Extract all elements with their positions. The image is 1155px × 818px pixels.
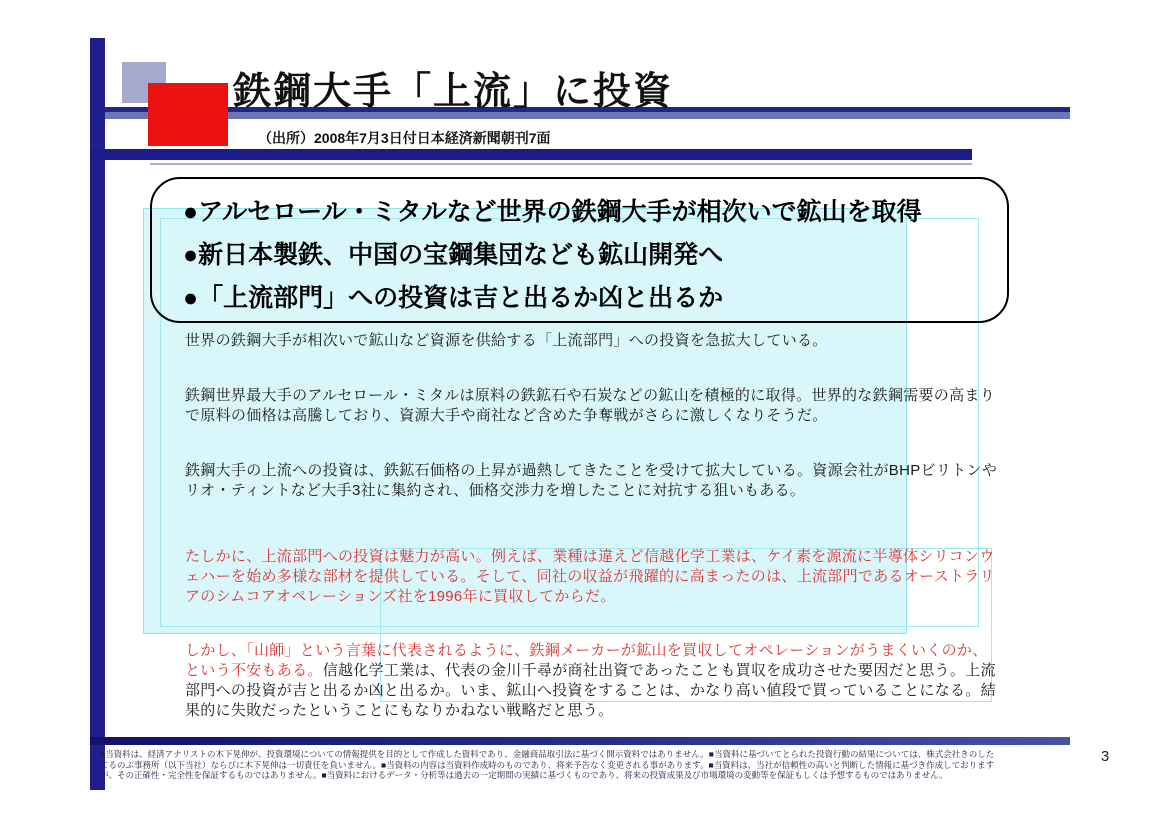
body-paragraph-4-red: たしかに、上流部門への投資は魅力が高い。例えば、業種は違えど信越化学工業は、ケイ素を源流に半導体シリコンウェハーを始め多様な部材を提供している。そして、同社の収益が飛躍的に高まったのは、上流部門であるオーストラリアのシムコアオペレーションズ社を1996年に買収してからだ。 xyxy=(185,548,995,605)
page-number: 3 xyxy=(1100,748,1110,765)
body-paragraph-2: 鉄鋼世界最大手のアルセロール・ミタルは原料の鉄鉱石や石炭などの鉱山を積極的に取得。世界的な鉄鋼需要の高まりで原料の価格は高騰しており、資源大手や商社など含めた争奪戦がさらに激しくなりそうだ。 xyxy=(185,387,996,424)
body-paragraph-1: 世界の鉄鋼大手が相次いで鉱山など資源を供給する「上流部門」への投資を急拡大している。 xyxy=(185,332,828,349)
paragraph-5-black-rest: 信越化学工業は、代表の金川千尋が商社出資であったことも買収を成功させた要因だと思う。上流部門への投資が吉と出るか凶と出るか。いま、鉱山へ投資をすることは、かなり高い値段で買っていることになる。結果的に失敗だったということにもなりかねない戦略だと思う。 xyxy=(185,662,996,719)
footer-gradient-bar xyxy=(90,737,1070,745)
key-point-3: ●「上流部門」への投資は吉と出るか凶と出るか xyxy=(183,284,724,312)
page-title: 鉄鋼大手「上流」に投資 xyxy=(233,71,674,113)
disclaimer-text xyxy=(100,749,1000,781)
body-paragraph-3: 鉄鋼大手の上流への投資は、鉄鉱石価格の上昇が過熱してきたことを受けて拡大している。資源会社がBHPビリトンやリオ・ティントなど大手3社に集約され、価格交渉力を増したことに対抗する狙いもある。 xyxy=(185,462,998,499)
red-square-decoration xyxy=(148,83,228,146)
body-paragraph-5 xyxy=(185,641,1000,721)
disclaimer-line-1: ■当資料は、経済アナリストの木下晃伸が、投資環境についての情報提供を目的として作成した資料であり、金融商品取引法に基づく開示資料ではありません。■当資料に基づいてとられた投資行動の結果については、株式会社きのした xyxy=(100,749,995,759)
key-point-2: ●新日本製鉄、中国の宝鋼集団なども鉱山開発へ xyxy=(183,241,724,269)
disclaimer-line-2: てるのぶ事務所（以下当社）ならびに木下晃伸は一切責任を負いません。■当資料の内容は当資料作成時のものであり、将来予告なく変更される事があります。■当資料は、当社が信頼性の高いと判断した情報に基づき作成しております xyxy=(100,759,995,770)
key-point-1: ●アルセロール・ミタルなど世界の鉄鋼大手が相次いで鉱山を取得 xyxy=(183,198,922,226)
disclaimer-line-3: が、その正確性・完全性を保証するものではありません。■当資料におけるデータ・分析等は過去の一定期間の実績に基づくものであり、将来の投資成果及び市場環境の変動等を保証もしくは予想するものではありません。 xyxy=(100,770,948,780)
source-citation: （出所）2008年7月3日付日本経済新聞朝刊7面 xyxy=(258,130,551,146)
paragraph-5-red-lead: しかし、「山師」という言葉に代表されるように、鉄鋼メーカーが鉱山を買収してオペレーションがうまくいくのか、という不安もある。 xyxy=(185,642,988,679)
header-divider-bar xyxy=(90,149,972,160)
header-divider-underline xyxy=(150,163,972,165)
